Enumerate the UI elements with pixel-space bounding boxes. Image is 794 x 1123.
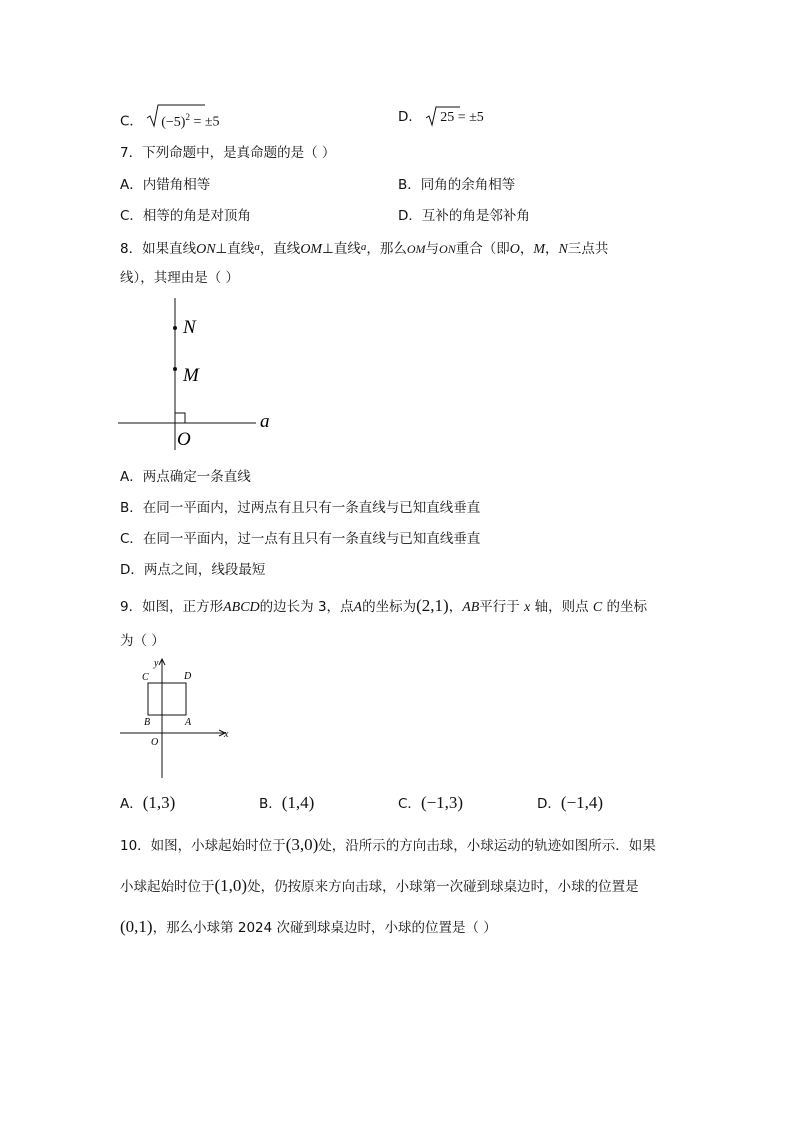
text: ，直线 <box>259 241 301 257</box>
label-o: O <box>151 737 159 748</box>
text: 8．如果直线 <box>120 241 197 257</box>
math-var: ABCD <box>223 600 260 615</box>
q8-option-a: A．两点确定一条直线 <box>120 469 251 485</box>
text: 重合（即 <box>455 241 510 257</box>
q8-stem-line2: 线），其理由是（ ） <box>120 270 240 286</box>
coordinate: (1,0) <box>214 876 248 895</box>
text: 的坐标 <box>602 599 648 615</box>
option-label: B． <box>259 796 282 812</box>
math-var: ON <box>439 242 456 256</box>
text: 的边长为 3，点 <box>259 599 354 615</box>
label-a: a <box>260 411 270 432</box>
label-x: x <box>224 729 229 740</box>
math-var: N <box>558 242 568 257</box>
math-var: x <box>524 600 531 615</box>
q7-option-a: A．内错角相等 <box>120 177 211 193</box>
math-var: ON <box>196 242 216 257</box>
text: 处，仍按原来方向击球，小球第一次碰到球桌边时，小球的位置是 <box>247 879 639 895</box>
math-var: C <box>592 600 603 615</box>
math-var: a <box>254 241 260 253</box>
q10-line1 <box>120 836 656 855</box>
option-label: D． <box>537 796 561 812</box>
sqrt-expression <box>426 109 454 127</box>
text: 小球起始时位于 <box>120 879 215 895</box>
coordinate: (2,1) <box>416 596 449 615</box>
text: 10．如图，小球起始时位于 <box>120 838 286 854</box>
text: ， <box>448 599 463 615</box>
q10-line2 <box>120 877 639 896</box>
option-value: (−1,3) <box>420 793 464 812</box>
text: ，那么 <box>366 241 407 257</box>
q9-stem <box>120 597 647 617</box>
point-n <box>173 326 177 330</box>
square-abcd <box>148 683 186 715</box>
q6-option-c <box>120 108 220 132</box>
label-y: y <box>154 658 159 669</box>
math-var: O <box>509 242 520 257</box>
right-angle-mark <box>175 413 185 423</box>
text: ⊥直线 <box>322 241 361 257</box>
text: 与 <box>425 241 440 257</box>
math-var: OM <box>406 242 426 256</box>
equation-result: = ±5 <box>454 110 484 125</box>
radical-sign-icon <box>426 106 462 128</box>
q9-option-c <box>398 794 463 813</box>
q8-stem <box>120 238 608 259</box>
option-value: (1,3) <box>142 793 176 812</box>
label-d: D <box>184 671 192 682</box>
text: 处，沿所示的方向击球，小球运动的轨迹如图所示．如果 <box>318 838 656 854</box>
text: ，那么小球第 2024 次碰到球桌边时，小球的位置是（ ） <box>152 920 497 936</box>
text: 三点共 <box>567 241 609 257</box>
q10-line3 <box>120 918 497 937</box>
radicand: (−5) <box>161 114 186 130</box>
text: ， <box>519 241 534 257</box>
text: ， <box>545 241 559 257</box>
q8-option-c: C．在同一平面内，过一点有且只有一条直线与已知直线垂直 <box>120 531 481 547</box>
q6-option-d <box>398 108 484 127</box>
q7-option-b: B．同角的余角相等 <box>398 177 516 193</box>
coordinate: (3,0) <box>285 835 319 854</box>
option-value: (−1,4) <box>560 793 604 812</box>
q8-option-d: D．两点之间，线段最短 <box>120 562 266 578</box>
q7-option-c: C．相等的角是对顶角 <box>120 208 251 224</box>
label-n: N <box>183 317 196 338</box>
equation-result: = ±5 <box>189 114 220 130</box>
q9-option-a <box>120 794 175 813</box>
q8-figure <box>116 298 286 458</box>
label-b: B <box>144 717 151 728</box>
option-label: A． <box>120 796 143 812</box>
q7-stem: 7．下列命题中，是真命题的是（ ） <box>120 145 336 161</box>
q7-option-d: D．互补的角是邻补角 <box>398 208 530 224</box>
text: 轴，则点 <box>530 599 593 615</box>
label-a: A <box>185 717 192 728</box>
option-label: C． <box>120 113 143 130</box>
label-c: C <box>142 672 149 683</box>
sqrt-expression <box>147 108 190 132</box>
math-var: AB <box>462 600 480 615</box>
math-var: a <box>360 241 367 253</box>
q8-option-b: B．在同一平面内，过两点有且只有一条直线与已知直线垂直 <box>120 500 481 516</box>
text: ⊥直线 <box>215 241 255 257</box>
point-m <box>173 367 177 371</box>
exponent: 2 <box>185 112 190 122</box>
label-m: M <box>183 365 199 386</box>
radical-sign-icon <box>147 104 207 128</box>
label-o: O <box>177 429 191 450</box>
option-label: C． <box>398 796 421 812</box>
q9-stem-line2: 为（ ） <box>120 633 165 649</box>
radicand: 25 <box>440 110 455 125</box>
math-var: A <box>353 600 363 615</box>
q9-figure <box>118 656 238 781</box>
coordinate: (0,1) <box>120 917 153 936</box>
text: 平行于 <box>479 599 525 615</box>
option-value: (1,4) <box>281 793 315 812</box>
option-label: D． <box>398 109 422 125</box>
q9-option-b <box>259 794 314 813</box>
text: 的坐标为 <box>362 599 417 615</box>
math-var: OM <box>300 242 323 257</box>
q9-option-d <box>537 794 603 813</box>
text: 9．如图，正方形 <box>120 599 224 615</box>
math-var: M <box>533 242 545 257</box>
